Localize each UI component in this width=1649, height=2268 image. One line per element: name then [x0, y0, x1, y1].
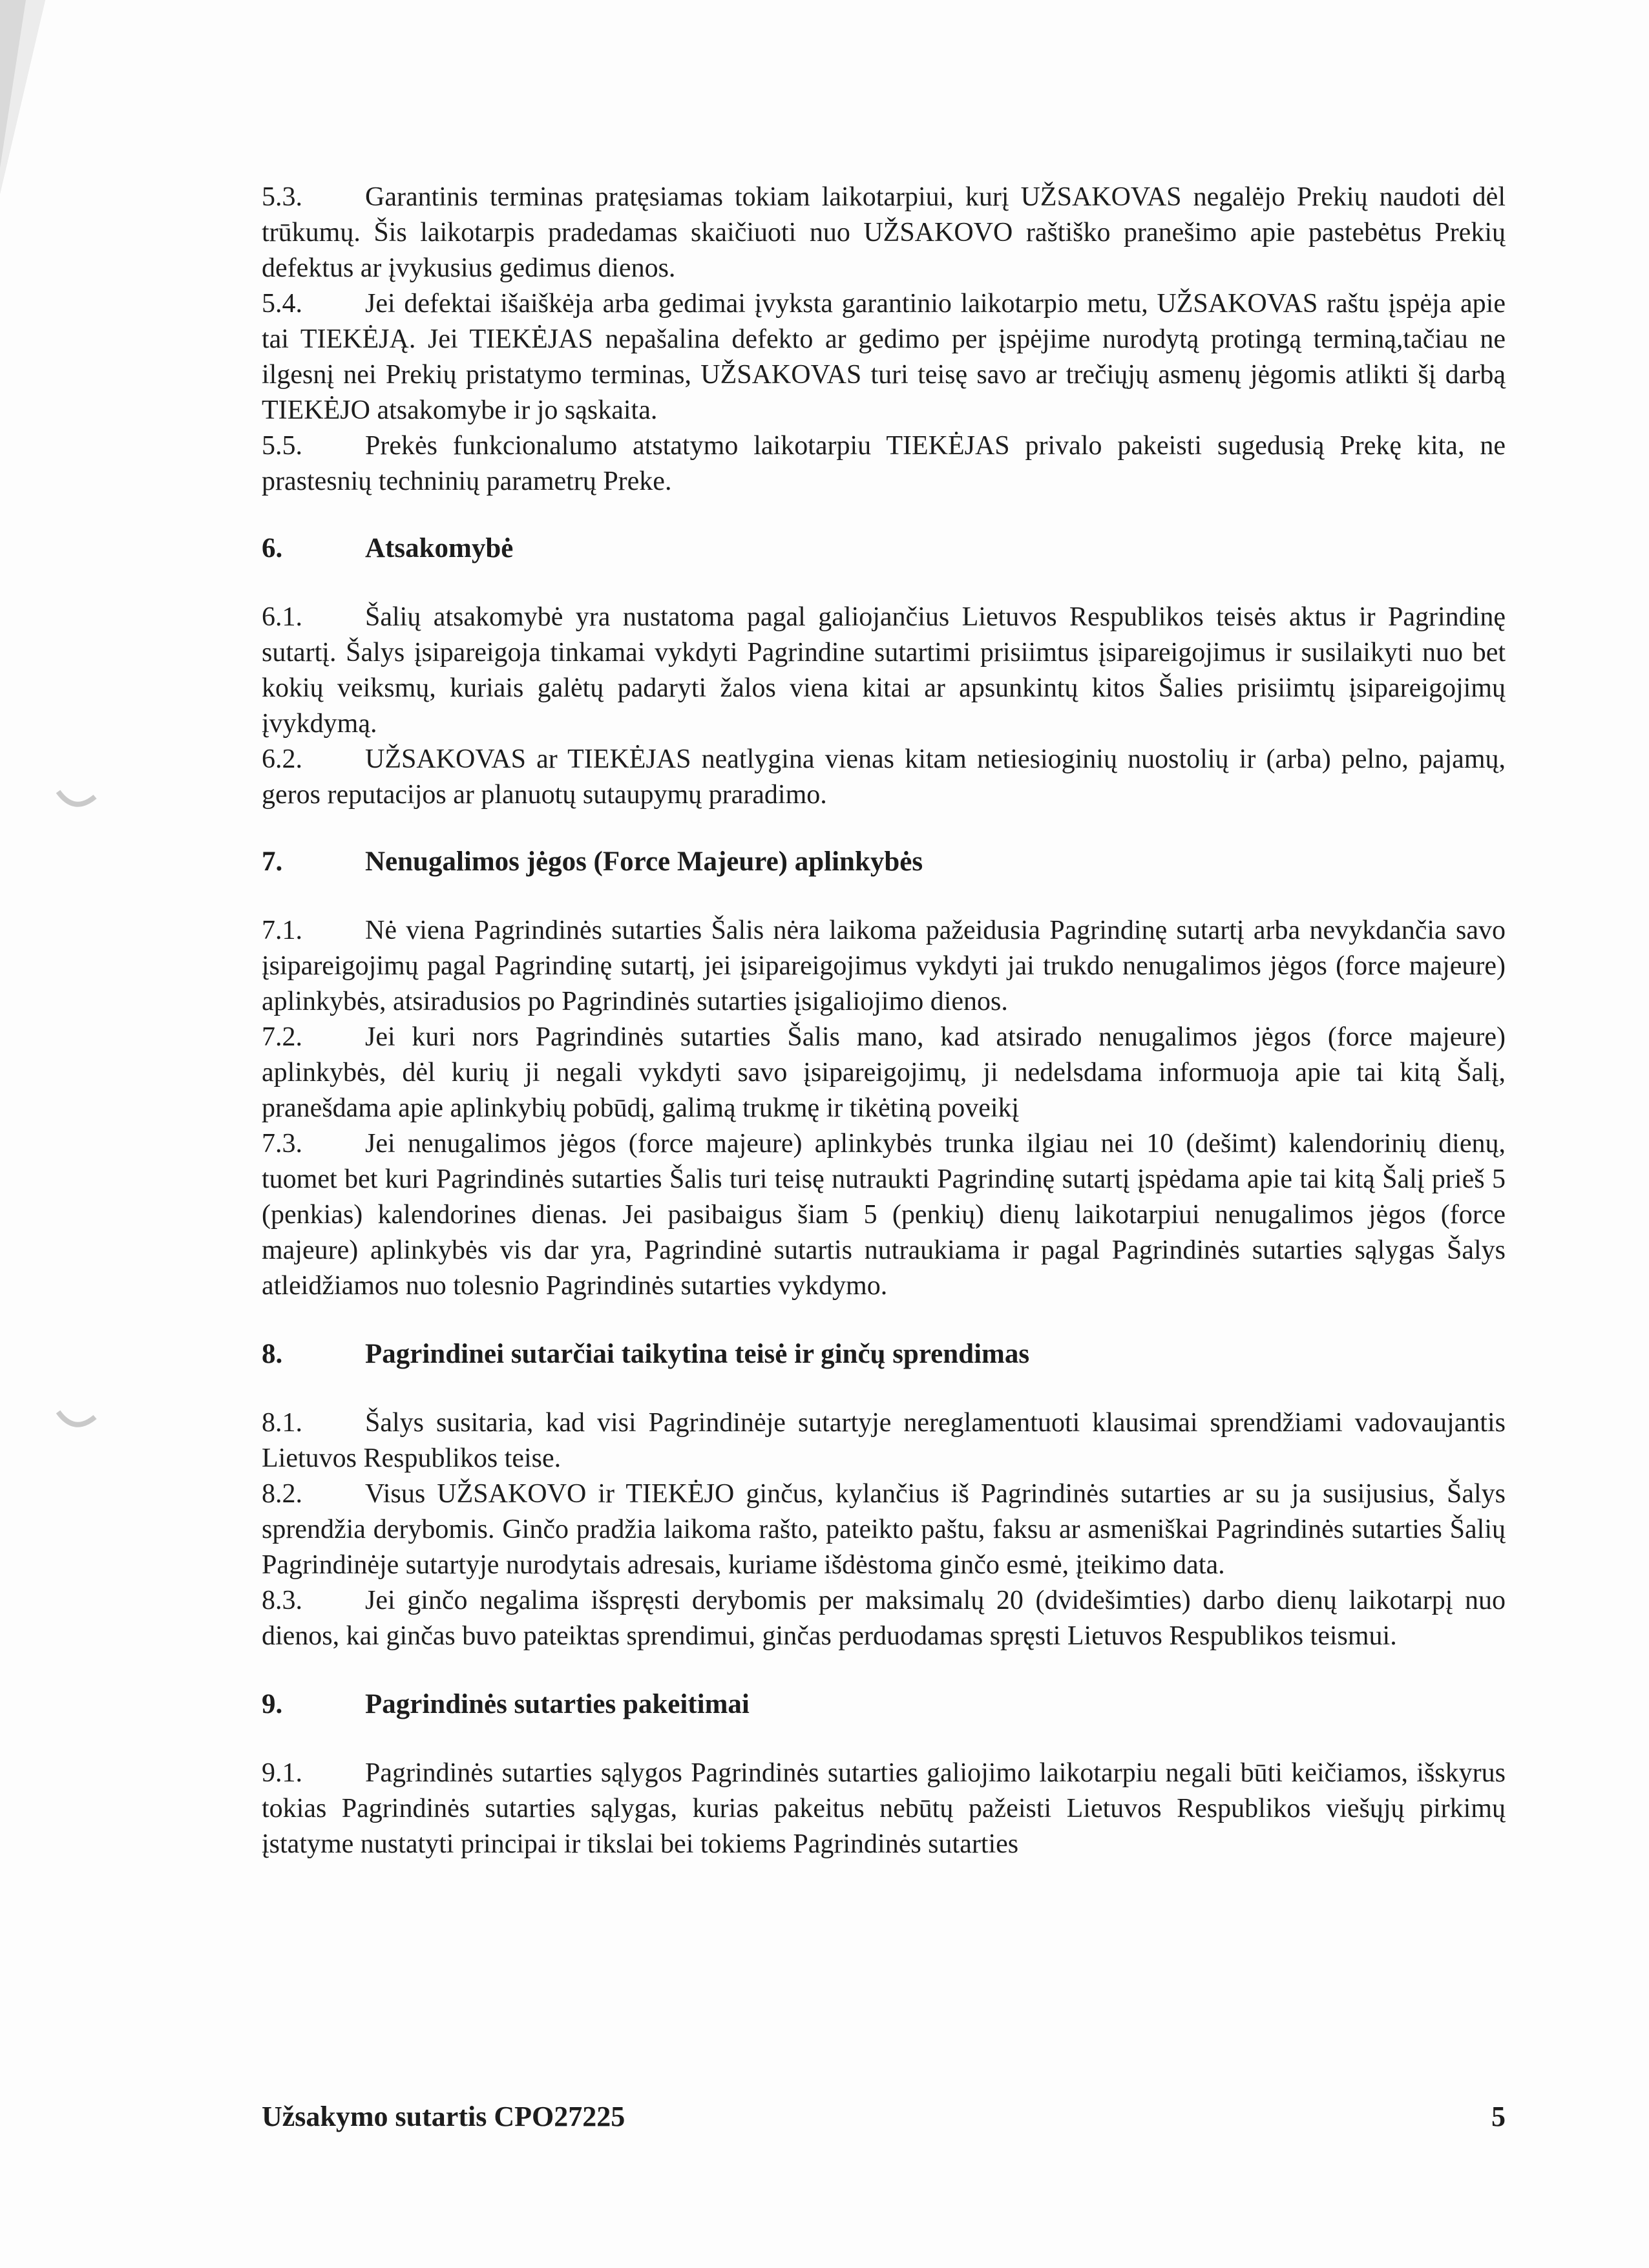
clause-6-2: 6.2. UŽSAKOVAS ar TIEKĖJAS neatlygina vienas kitam netiesioginių nuostolių ir (arba) pelno, pajamų, geros reputacijos ar planuotų sutaupymų praradimo.	[262, 744, 1506, 810]
section-8	[262, 1405, 1506, 1654]
section-heading-8: 8. Pagrindinei sutarčiai taikytina teisė ir ginčų sprendimas	[262, 1339, 1030, 1369]
clause-8-3: 8.3. Jei ginčo negalima išspręsti derybomis per maksimalų 20 (dvidešimties) darbo dienų laikotarpį nuo dienos, kai ginčas buvo pateiktas sprendimui, ginčas perduodamas spręsti Lietuvos Respublikos teismui.	[262, 1586, 1506, 1651]
clause-6-1: 6.1. Šalių atsakomybė yra nustatoma pagal galiojančius Lietuvos Respublikos teisės aktus ir Pagrindinę sutartį. Šalys įsipareigoja tinkamai vykdyti Pagrindine sutartimi prisiimtus įsipareigojimus ir susilaikyti nuo bet kokių veiksmų, kuriais galėtų padaryti žalos viena kitai ar apsunkintų kitos Šalies prisiimtų įsipareigojimų įvykdymą.	[262, 602, 1506, 739]
clause-7-3: 7.3. Jei nenugalimos jėgos (force majeure) aplinkybės trunka ilgiau nei 10 (dešimt) kalendorinių dienų, tuomet bet kuri Pagrindinės sutarties Šalis turi teisę nutraukti Pagrindinę sutartį įspėdama apie tai kitą Šalį prieš 5 (penkias) kalendorines dienas. Jei pasibaigus šiam 5 (penkių) dienų laikotarpiui nenugalimos jėgos (force majeure) aplinkybės vis dar yra, Pagrindinė sutartis nutraukiama ir pagal Pagrindinės sutarties sąlygas Šalys atleidžiamos nuo tolesnio Pagrindinės sutarties vykdymo.	[262, 1129, 1506, 1301]
clause-7-2: 7.2. Jei kuri nors Pagrindinės sutarties Šalis mano, kad atsirado nenugalimos jėgos (force majeure) aplinkybės, dėl kurių ji negali vykdyti savo įsipareigojimų, ji nedelsdama informuoja apie tai kitą Šalį, pranešdama apie aplinkybių pobūdį, galimą trukmę ir tikėtiną poveikį	[262, 1022, 1506, 1123]
clause-5-3: 5.3. Garantinis terminas pratęsiamas tokiam laikotarpiui, kurį UŽSAKOVAS negalėjo Prekių naudoti dėl trūkumų. Šis laikotarpis pradedamas skaičiuoti nuo UŽSAKOVO raštiško pranešimo apie pastebėtus Prekių defektus ar įvykusius gedimus dienos.	[262, 182, 1506, 283]
footer-document-title: Užsakymo sutartis CPO27225	[262, 2101, 625, 2132]
clause-8-2: 8.2. Visus UŽSAKOVO ir TIEKĖJO ginčus, kylančius iš Pagrindinės sutarties ar su ja susijusius, Šalys sprendžia derybomis. Ginčo pradžia laikoma rašto, pateikto paštu, faksu ar asmeniškai Pagrindinės sutarties Šalių Pagrindinėje sutartyje nurodytais adresais, kuriame išdėstoma ginčo esmė, įteikimo data.	[262, 1479, 1506, 1580]
section-heading-9: 9. Pagrindinės sutarties pakeitimai	[262, 1689, 750, 1719]
clause-8-1: 8.1. Šalys susitaria, kad visi Pagrindinėje sutartyje nereglamentuoti klausimai sprendžiami vadovaujantis Lietuvos Respublikos teise.	[262, 1408, 1506, 1473]
section-heading-6: 6. Atsakomybė	[262, 533, 514, 563]
section-5	[262, 180, 1506, 499]
clause-7-1: 7.1. Nė viena Pagrindinės sutarties Šalis nėra laikoma pažeidusia Pagrindinę sutartį arba nevykdančia savo įsipareigojimų pagal Pagrindinę sutartį, jei įsipareigojimus vykdyti jai trukdo nenugalimos jėgos (force majeure) aplinkybės, atsiradusios po Pagrindinės sutarties įsigaliojimo dienos.	[262, 916, 1506, 1016]
section-6	[262, 600, 1506, 813]
clause-5-4: 5.4. Jei defektai išaiškėja arba gedimai įvyksta garantinio laikotarpio metu, UŽSAKOVAS raštu įspėja apie tai TIEKĖJĄ. Jei TIEKĖJAS nepašalina defekto ar gedimo per įspėjime nurodytą protingą terminą,tačiau ne ilgesnį nei Prekių pristatymo terminas, UŽSAKOVAS turi teisę savo ar trečiųjų asmenų jėgomis atlikti šį darbą TIEKĖJO atsakomybe ir jo sąskaita.	[262, 289, 1506, 425]
section-heading-7: 7. Nenugalimos jėgos (Force Majeure) aplinkybės	[262, 846, 923, 877]
document-body	[262, 180, 1506, 1862]
clause-5-5: 5.5. Prekės funkcionalumo atstatymo laikotarpiu TIEKĖJAS privalo pakeisti sugedusią Prekę kita, ne prastesnių techninių parametrų Preke.	[262, 431, 1506, 496]
punch-hole-mark	[55, 1399, 100, 1438]
clause-9-1: 9.1. Pagrindinės sutarties sąlygos Pagrindinės sutarties galiojimo laikotarpiu negali būti keičiamos, išskyrus tokias Pagrindinės sutarties sąlygas, kurias pakeitus nebūtų pažeisti Lietuvos Respublikos viešųjų pirkimų įstatyme nustatyti principai ir tikslai bei tokiems Pagrindinės sutarties	[262, 1758, 1506, 1859]
section-7	[262, 913, 1506, 1304]
section-9	[262, 1756, 1506, 1862]
punch-hole-mark	[55, 779, 100, 817]
page-number: 5	[1491, 2101, 1506, 2132]
folded-corner-shadow	[0, 0, 271, 207]
page-footer	[262, 2100, 1506, 2133]
